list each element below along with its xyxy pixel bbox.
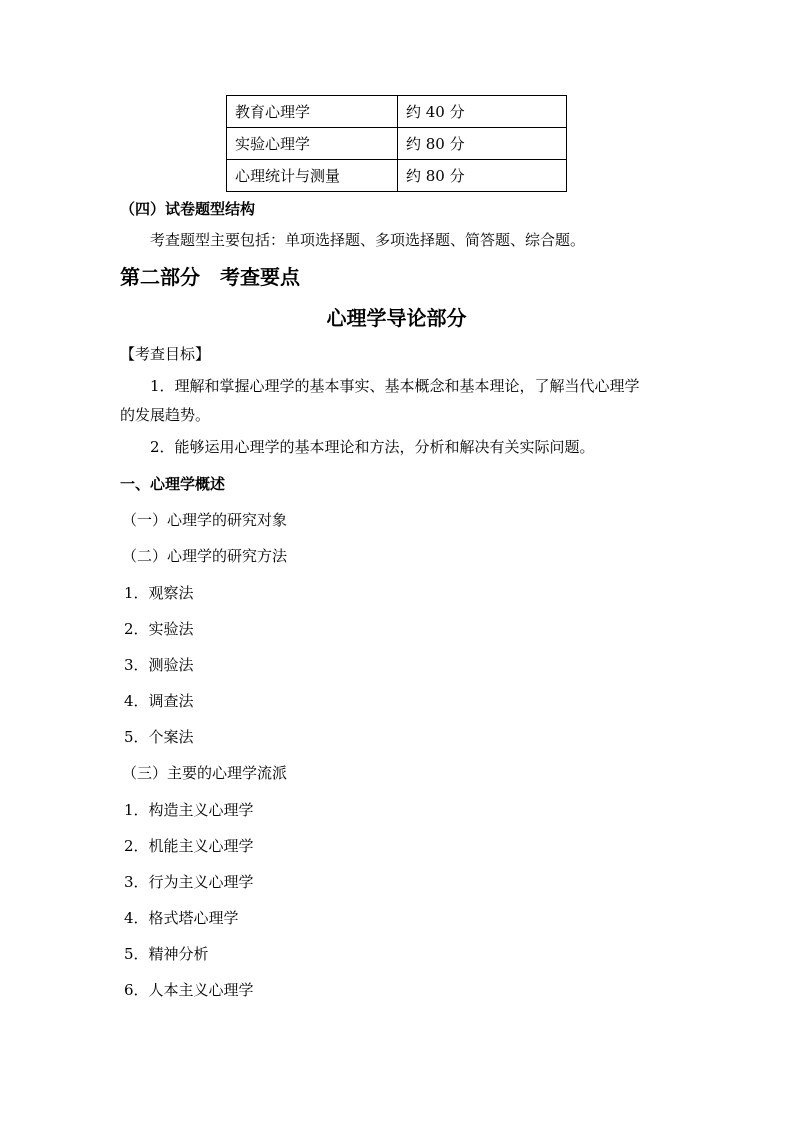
score-table [226, 95, 567, 192]
subject-cell: 心理统计与测量 [227, 160, 398, 192]
score-cell: 约 80 分 [398, 128, 567, 160]
intro-title: 心理学导论部分 [326, 306, 467, 330]
list-item: 4．格式塔心理学 [124, 909, 239, 927]
list-item: 3．行为主义心理学 [124, 873, 254, 891]
table-row [227, 128, 567, 160]
list-item: 3．测验法 [124, 656, 194, 674]
score-cell: 约 80 分 [398, 160, 567, 192]
section4-text: 考查题型主要包括：单项选择题、多项选择题、简答题、综合题。 [150, 231, 586, 249]
section4-heading: （四）试卷题型结构 [120, 200, 256, 218]
part2-title: 第二部分 考查要点 [120, 265, 300, 289]
list-item: 1．观察法 [124, 584, 194, 602]
list-item: 5．个案法 [124, 728, 194, 746]
table-row [227, 160, 567, 192]
list-item: 4．调查法 [124, 692, 194, 710]
table-row [227, 96, 567, 128]
list-item: 2．机能主义心理学 [124, 837, 254, 855]
goals-label: 【考查目标】 [120, 345, 211, 363]
goal-item-1: 1．理解和掌握心理学的基本事实、基本概念和基本理论，了解当代心理学 [150, 377, 640, 395]
chapter1-sub1: （一）心理学的研究对象 [122, 511, 288, 529]
chapter1-sub3: （三）主要的心理学流派 [122, 764, 288, 782]
list-item: 2．实验法 [124, 620, 194, 638]
goal-item-2: 2．能够运用心理学的基本理论和方法，分析和解决有关实际问题。 [150, 438, 595, 456]
goal-item-1-cont: 的发展趋势。 [120, 406, 211, 424]
subject-cell: 教育心理学 [227, 96, 398, 128]
list-item: 6．人本主义心理学 [124, 981, 254, 999]
list-item: 1．构造主义心理学 [124, 801, 254, 819]
score-cell: 约 40 分 [398, 96, 567, 128]
list-item: 5．精神分析 [124, 945, 209, 963]
subject-cell: 实验心理学 [227, 128, 398, 160]
chapter1-heading: 一、心理学概述 [120, 475, 226, 493]
chapter1-sub2: （二）心理学的研究方法 [122, 547, 288, 565]
